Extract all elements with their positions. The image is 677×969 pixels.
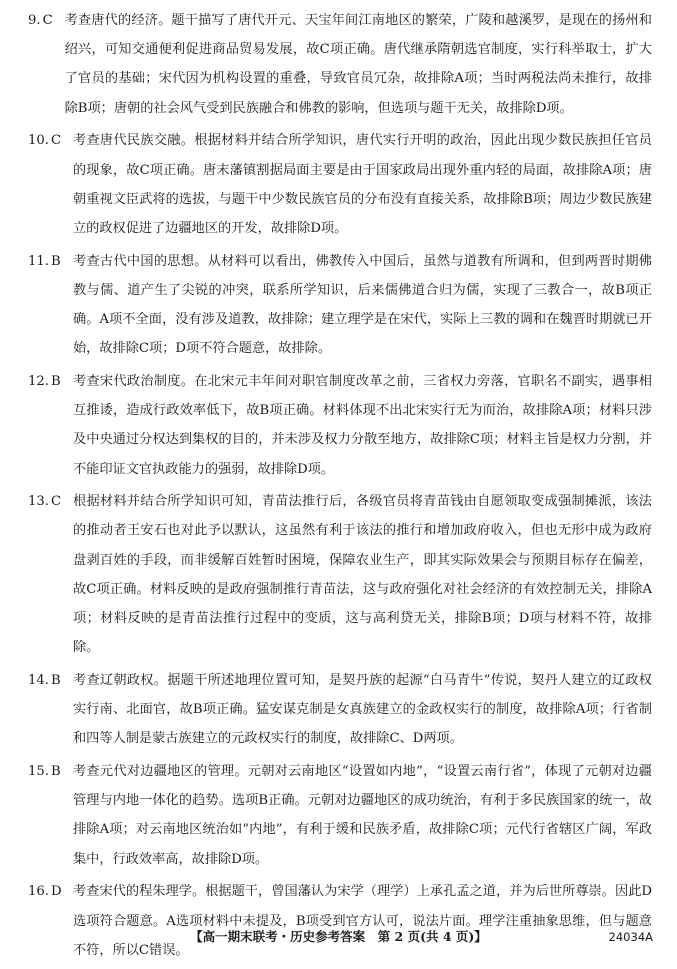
item-number: 13. xyxy=(28,494,49,510)
item-number: 9. xyxy=(28,13,41,28)
footer-title: 【高一期末联考・历史参考答案 第 2 页(共 4 页)】 xyxy=(190,929,487,944)
item-answer: B xyxy=(50,764,61,780)
answer-item xyxy=(28,666,652,754)
question-number xyxy=(28,666,63,695)
item-number: 12. xyxy=(28,373,49,389)
answer-item xyxy=(28,877,652,965)
item-explanation: 考查唐代的经济。题干描写了唐代开元、天宝年间江南地区的繁荣，广陵和越溪罗，是现在的扬州和绍兴，可知交通便利促进商品贸易发展，故C项正确。唐代继承隋朝选官制度，实行科举取士，扩大了官员的基础；宋代因为机构设置的重叠，导致官员冗杂，故排除A项；当时两税法尚未推行，故排除B项；唐朝的社会风气受到民族融合和佛教的影响，但选项与题干无关，故排除D项。 xyxy=(64,13,652,116)
answer-item xyxy=(28,367,652,484)
item-number: 11. xyxy=(28,253,49,269)
item-explanation: 考查宋代的程朱理学。根据题干，曾国藩认为宋学（理学）上承孔孟之道，并为后世所尊崇。因此D选项符合题意。A选项材料中未提及，B项受到官方认可，说法片面。理学注重抽象思维，但与题意不符，所以C错误。 xyxy=(72,884,652,958)
item-answer: D xyxy=(50,884,62,900)
answer-item xyxy=(28,757,652,874)
document-code: 24034A xyxy=(608,930,653,944)
question-number xyxy=(28,247,63,276)
item-explanation: 考查元代对边疆地区的管理。元朝对云南地区“设置如内地”，“设置云南行省”，体现了元朝对边疆管理与内地一体化的趋势。选项B正确。元朝对边疆地区的成功统治，有利于多民族国家的统一，故排除A项；对云南地区统治如“内地”，有利于缓和民族矛盾，故排除C项；元代行省辖区广阔，军政集中，行政效率高，故排除D项。 xyxy=(72,764,652,867)
answer-item xyxy=(28,126,652,243)
item-answer: B xyxy=(50,253,61,269)
item-explanation: 根据材料并结合所学知识可知，青苗法推行后，各级官员将青苗钱由自愿领取变成强制摊派，该法的推动者王安石也对此予以默认，这虽然有利于该法的推行和增加政府收入，但也无形中成为政府盘剥百姓的手段，而非缓解百姓暂时困境，保障农业生产，即其实际效果会与预期目标存在偏差，故C项正确。材料反映的是政府强制推行青苗法，这与政府强化对社会经济的有效控制无关，排除A项；材料反映的是青苗法推行过程中的变质，这与高利贷无关，排除B项；D项与材料不符，故排除。 xyxy=(72,494,652,656)
answer-item xyxy=(28,487,652,662)
answer-item xyxy=(28,6,652,123)
page-footer xyxy=(0,927,677,947)
answer-item xyxy=(28,247,652,364)
item-explanation: 考查辽朝政权。据题干所述地理位置可知，是契丹族的起源“白马青牛”传说，契丹人建立的辽政权实行南、北面官，故B项正确。猛安谋克制是女真族建立的金政权实行的制度，故排除A项；行省制和四等人制是蒙古族建立的元政权实行的制度，故排除C、D两项。 xyxy=(72,672,652,747)
item-explanation: 考查古代中国的思想。从材料可以看出，佛教传入中国后，虽然与道教有所调和，但到两晋时期佛教与儒、道产生了尖锐的冲突，联系所学知识，后来儒佛道合归为儒，实现了三教合一，故B项正确。A项不全面，没有涉及道教，故排除；建立理学是在宋代，实际上三教的调和在魏晋时期就已开始，故排除C项；D项不符合题意，故排除。 xyxy=(72,253,652,357)
question-number xyxy=(28,487,63,516)
question-number xyxy=(28,126,63,155)
item-number: 16. xyxy=(28,884,49,900)
item-number: 15. xyxy=(28,764,49,780)
item-answer: C xyxy=(50,494,62,510)
item-answer: B xyxy=(50,672,61,688)
item-number: 10. xyxy=(28,133,49,149)
item-explanation: 考查唐代民族交融。根据材料并结合所学知识，唐代实行开明的政治，因此出现少数民族担任官员的现象，故C项正确。唐末藩镇割据局面主要是由于国家政局出现外重内轻的局面，故排除A项；唐朝重视文臣武将的选拔，与题干中少数民族官员的分布没有直接关系，故排除B项；周边少数民族建立的政权促进了边疆地区的开发，故排除D项。 xyxy=(72,133,652,236)
item-answer: C xyxy=(42,13,53,28)
question-number xyxy=(28,877,63,906)
item-answer: B xyxy=(50,373,61,389)
item-number: 14. xyxy=(28,672,49,688)
question-number xyxy=(28,367,63,396)
question-number xyxy=(28,757,63,786)
question-number xyxy=(28,6,55,35)
item-explanation: 考查宋代政治制度。在北宋元丰年间对职官制度改革之前，三省权力旁落，官职名不副实，遇事相互推诿，造成行政效率低下，故B项正确。材料体现不出北宋实行无为而治，故排除A项；材料只涉及中央通过分权达到集权的目的，并未涉及权力分散至地方，故排除C项；材料主旨是权力分割，并不能印证文官执政能力的强弱，故排除D项。 xyxy=(72,373,652,477)
item-answer: C xyxy=(50,133,62,149)
answer-list xyxy=(28,6,652,969)
